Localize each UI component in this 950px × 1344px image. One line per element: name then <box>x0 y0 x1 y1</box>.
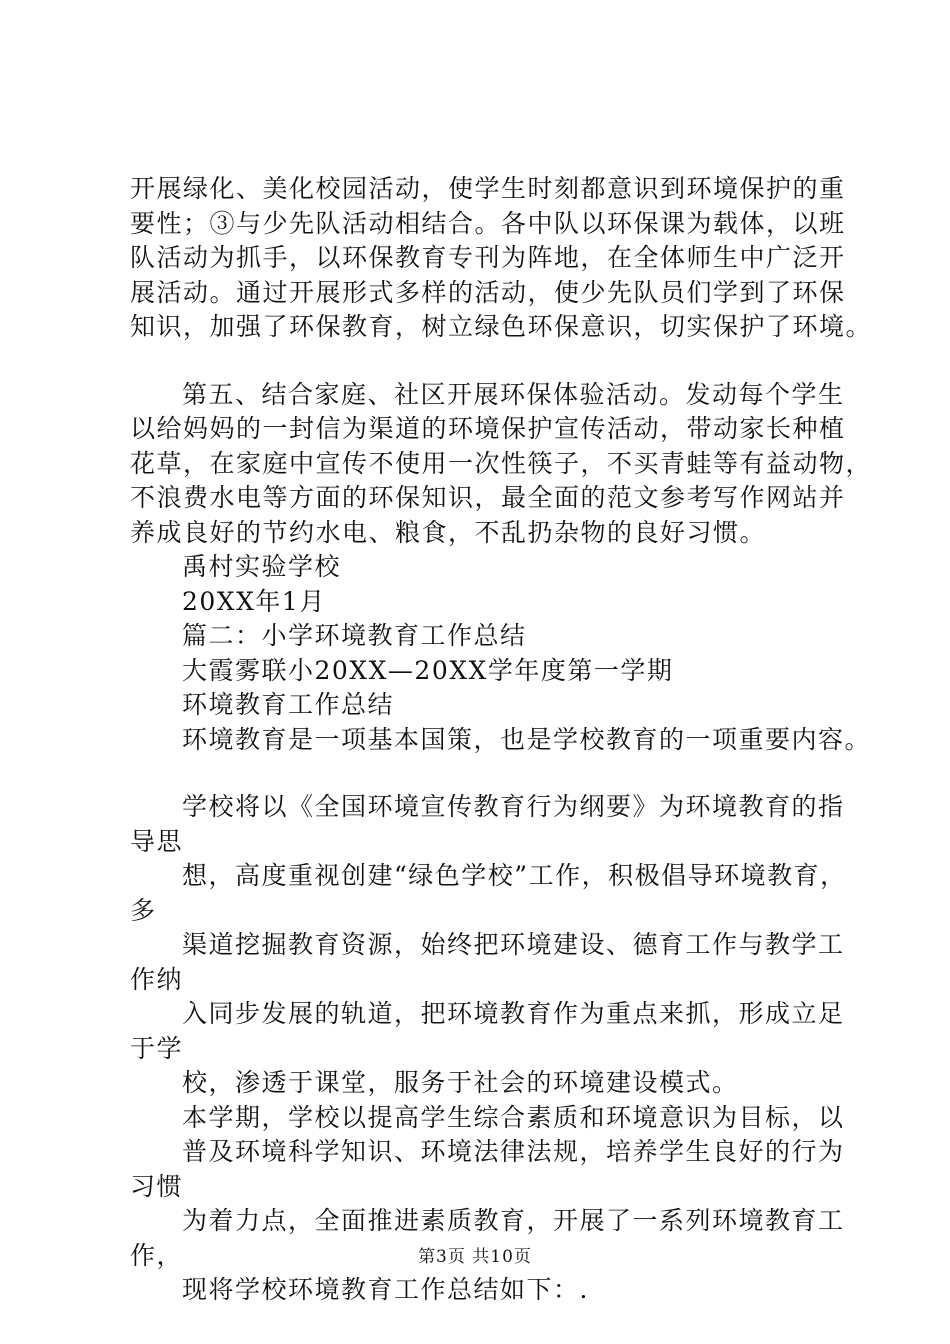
text-line: 展活动。通过开展形式多样的活动，使少先队员们学到了环保 <box>130 277 846 307</box>
section-intro: 环境教育是一项基本国策，也是学校教育的一项重要内容。 <box>182 724 872 754</box>
text-line: 本学期，学校以提高学生综合素质和环境意识为目标，以 <box>182 1102 845 1132</box>
signature-date: 20XX年1月 <box>182 586 326 616</box>
paragraph-gap <box>130 345 850 378</box>
text-line: 于学 <box>130 1033 184 1063</box>
paragraph-gap <box>130 757 850 790</box>
text-line: 多 <box>130 895 157 925</box>
text-line: 渠道挖掘教育资源，始终把环境建设、德育工作与教学工 <box>182 930 845 959</box>
text-line: 作， <box>130 1240 184 1270</box>
text-line: 普及环境科学知识、环境法律法规，培养学生良好的行为 <box>182 1137 845 1166</box>
text-line: 知识，加强了环保教育，树立绿色环保意识，切实保护了环境。 <box>130 312 873 341</box>
text-line: 不浪费水电等方面的环保知识，最全面的范文参考写作网站并 <box>130 483 846 512</box>
section-subtitle: 大霞雾联小20XX—20XX学年度第一学期 <box>182 655 674 685</box>
text-line: 队活动为抓手，以环保教育专刊为阵地，在全体师生中广泛开 <box>130 243 846 272</box>
text-line: 要性；③与少先队活动相结合。各中队以环保课为载体，以班 <box>130 208 846 238</box>
signature-school: 禹村实验学校 <box>182 552 342 581</box>
text-line: 学校将以《全国环境宣传教育行为纲要》为环境教育的指 <box>182 792 845 821</box>
section-title: 环境教育工作总结 <box>182 690 395 719</box>
text-line: 开展绿化、美化校园活动，使学生时刻都意识到环境保护的重 <box>130 174 846 203</box>
text-line: 第五、结合家庭、社区开展环保体验活动。发动每个学生 <box>182 379 845 409</box>
text-line: 习惯 <box>130 1171 184 1201</box>
text-line: 作纳 <box>130 964 184 994</box>
text-line: 入同步发展的轨道，把环境教育作为重点来抓，形成立足 <box>182 999 845 1028</box>
text-line: 想，高度重视创建“绿色学校”工作，积极倡导环境教育， <box>182 861 847 890</box>
document-body <box>130 172 873 1308</box>
text-line: 为着力点，全面推进素质教育，开展了一系列环境教育工 <box>182 1206 845 1235</box>
page-footer: 第3页 共10页 <box>418 1247 532 1267</box>
section-heading: 篇二：小学环境教育工作总结 <box>182 621 527 650</box>
text-line: 校，渗透于课堂，服务于社会的环境建设模式。 <box>182 1068 739 1097</box>
text-line: 现将学校环境教育工作总结如下：. <box>182 1275 589 1304</box>
text-line: 养成良好的节约水电、粮食，不乱扔杂物的良好习惯。 <box>130 517 767 547</box>
text-line: 花草，在家庭中宣传不使用一次性筷子，不买青蛙等有益动物， <box>130 448 873 478</box>
text-line: 以给妈妈的一封信为渠道的环境保护宣传活动，带动家长种植 <box>130 414 846 443</box>
text-line: 导思 <box>130 826 184 856</box>
